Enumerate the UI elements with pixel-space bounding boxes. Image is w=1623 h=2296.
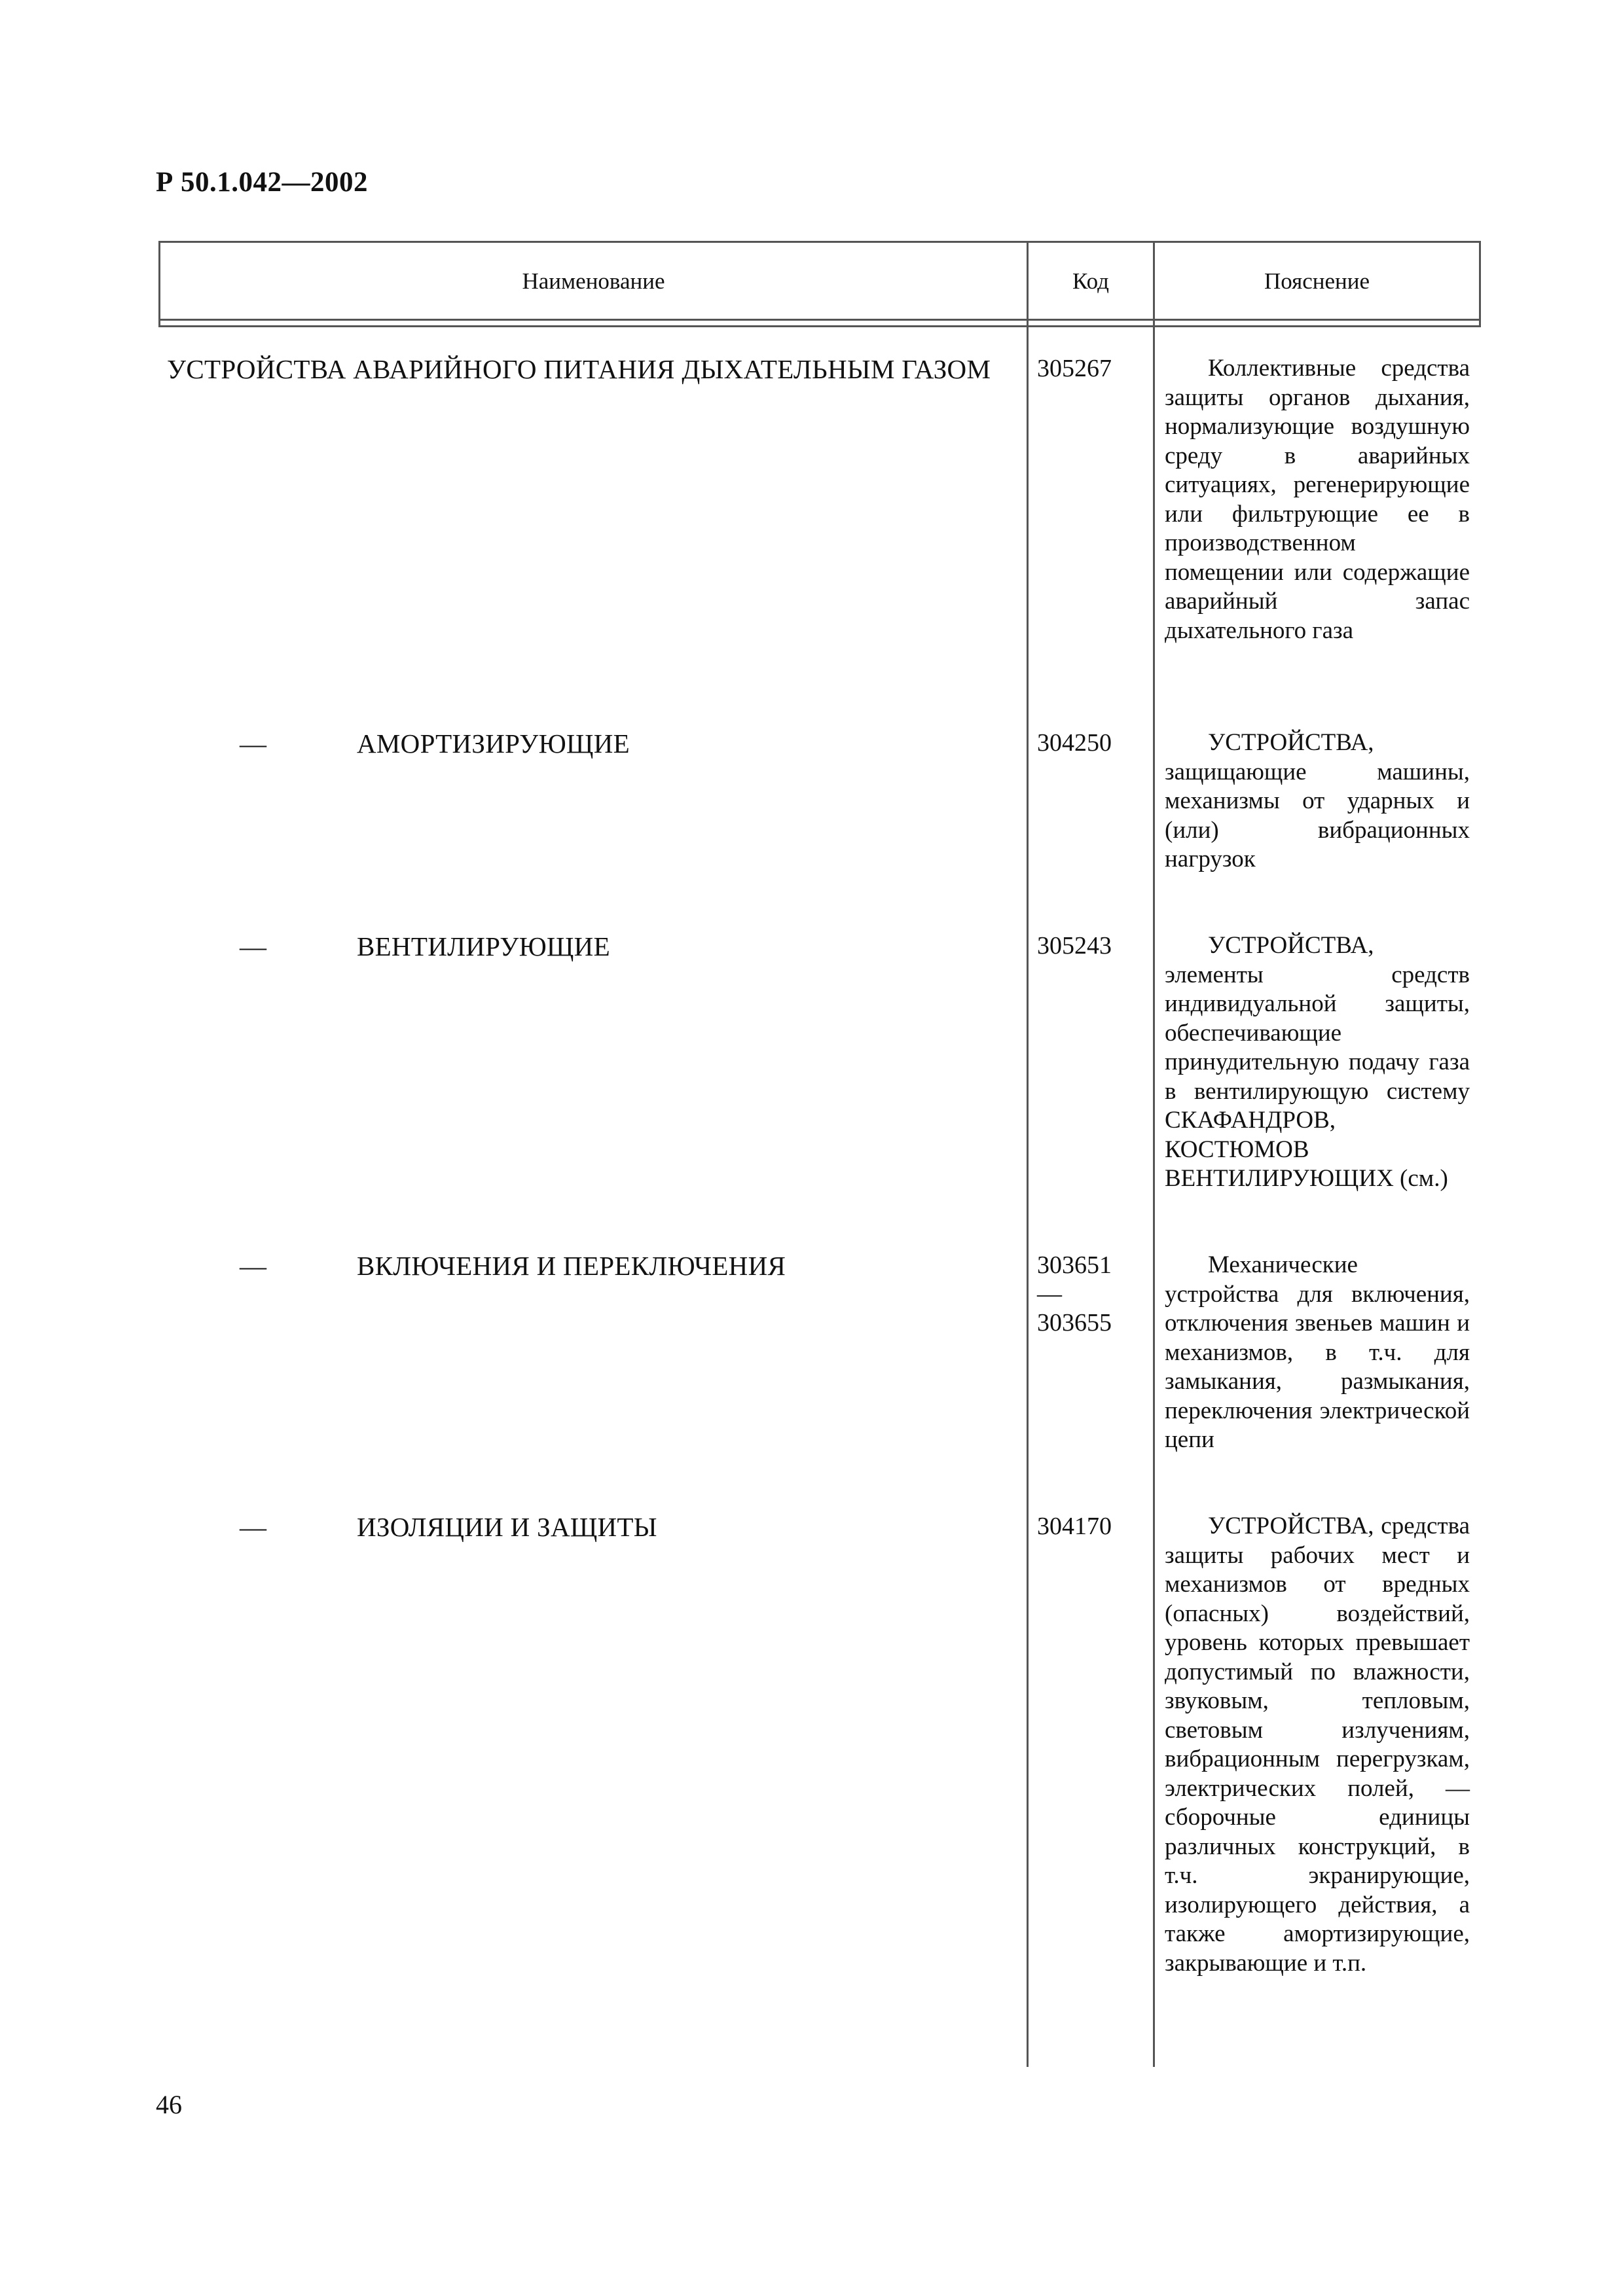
row-dash: — xyxy=(240,1251,266,1281)
row-note: УСТРОЙСТВА, защищающие машины, механизмы от ударных и (или) вибрационных нагрузок xyxy=(1165,729,1470,872)
row-name: ВЕНТИЛИРУЮЩИЕ xyxy=(357,931,610,961)
row-note: УСТРОЙСТВА, средства защиты рабочих мест и механизмов от вредных (опасных) воздействий, уровень которых превышает допустимый по влажности, звуковым, тепловым, световым излучениям, вибрационным перегрузкам, электрических полей, — сборочные единицы различных конструкций, в т.ч. экранирующие, изолирующего действия, а также амортизирующие, закрывающие и т.п. xyxy=(1165,1513,1470,1977)
column-header-name: Наименование xyxy=(522,268,665,294)
row-dash: — xyxy=(240,931,266,961)
row-name: ВКЛЮЧЕНИЯ И ПЕРЕКЛЮЧЕНИЯ xyxy=(357,1251,786,1281)
row-name: АМОРТИЗИРУЮЩИЕ xyxy=(357,728,630,759)
row-code: 304250 xyxy=(1037,729,1112,757)
column-divider-code-note xyxy=(1153,241,1155,2067)
column-divider-name-code xyxy=(1027,241,1029,2067)
table-top-border xyxy=(158,241,1481,243)
column-header-code: Код xyxy=(1072,268,1109,294)
row-name: ИЗОЛЯЦИИ И ЗАЩИТЫ xyxy=(357,1512,657,1542)
page-number: 46 xyxy=(156,2090,182,2119)
row-note: Коллективные средства защиты органов дыхания, нормализующие воздушную среду в аварийных ситуациях, регенерирующие или фильтрующие ее в производственном помещении или содержащие аварийный запас дыхательного газа xyxy=(1165,355,1470,644)
row-code: 305267 xyxy=(1037,355,1112,382)
row-code: 303651— 303655 xyxy=(1037,1251,1112,1336)
row-note: УСТРОЙСТВА, элементы средств индивидуальной защиты, обеспечивающие принудительную подачу газа в вентилирующую систему СКАФАНДРОВ, КОСТЮМОВ ВЕНТИЛИРУЮЩИХ (см.) xyxy=(1165,932,1470,1192)
column-header-note: Пояснение xyxy=(1264,268,1370,294)
table-header-border xyxy=(158,319,1481,321)
row-note: Механические устройства для включения, отключения звеньев машин и механизмов, в т.ч. для замыкания, размыкания, переключения электрической цепи xyxy=(1165,1251,1470,1453)
row-code: 304170 xyxy=(1037,1513,1112,1540)
row-name: УСТРОЙСТВА АВАРИЙНОГО ПИТАНИЯ ДЫХАТЕЛЬНЫМ ГАЗОМ xyxy=(167,354,991,384)
row-dash: — xyxy=(240,1512,266,1542)
table-header-border-double xyxy=(158,325,1481,327)
document-code: Р 50.1.042—2002 xyxy=(156,167,369,198)
table-right-border xyxy=(1479,241,1481,327)
row-dash: — xyxy=(240,728,266,759)
row-code: 305243 xyxy=(1037,932,1112,960)
